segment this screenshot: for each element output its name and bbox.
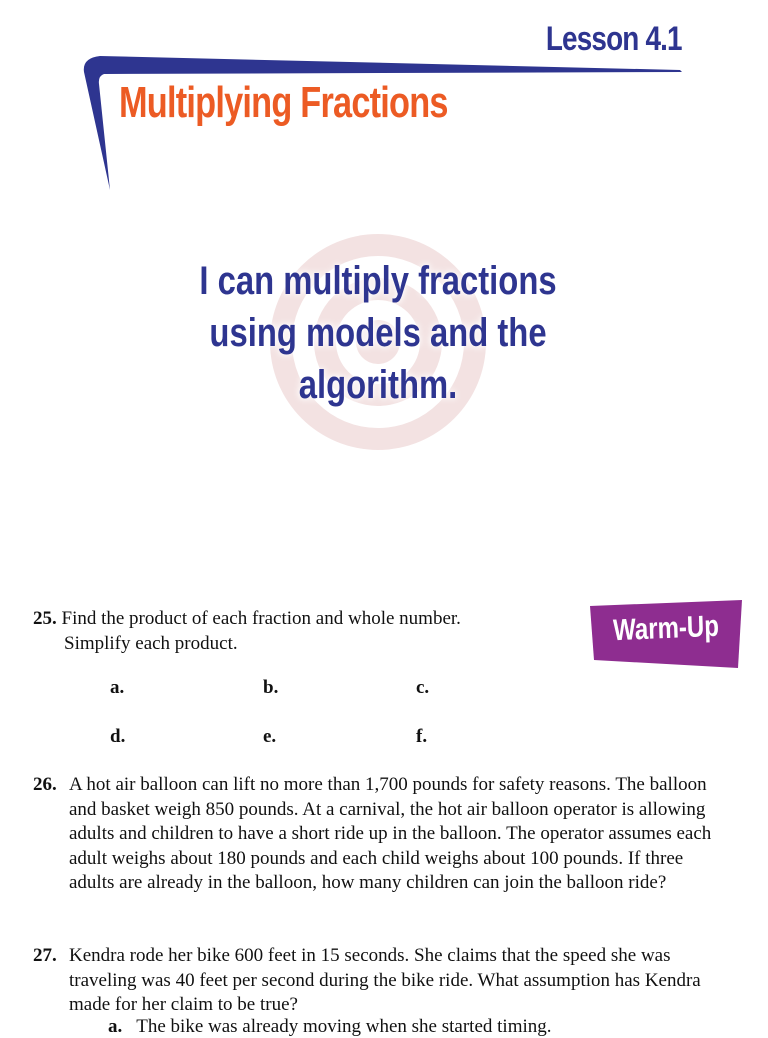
question-text: Kendra rode her bike 600 feet in 15 seconds. She claims that the speed she was traveling was 40 feet per second during the bike ride. What assumption has Kendra made for her claim to be true? — [69, 945, 701, 1016]
option-f: f. — [416, 726, 428, 747]
question-text: Find the product of each fraction and whole number. — [61, 608, 461, 629]
option-b: b. — [263, 677, 279, 698]
question-26 — [33, 773, 713, 896]
question-number: 27. — [33, 945, 57, 966]
question-27-option-a — [108, 1016, 552, 1038]
option-text: The bike was already moving when she started timing. — [136, 1016, 552, 1037]
option-letter: a. — [108, 1016, 123, 1037]
question-number: 25. — [33, 608, 57, 629]
objective-line: algorithm. — [298, 363, 458, 407]
question-27 — [33, 944, 713, 1018]
question-text: Simplify each product. — [64, 632, 238, 654]
lesson-label: Lesson 4.1 — [546, 20, 682, 58]
option-a: a. — [110, 677, 125, 698]
question-text: A hot air balloon can lift no more than 1,700 pounds for safety reasons. The balloon and basket weigh 850 pounds. At a carnival, the hot air balloon operator is allowing adults and children to have a short ride up in the balloon. The operator assumes each adult weighs about 180 pounds and each child weighs about 100 pounds. If three adults are already in the balloon, how many children can join the balloon ride? — [69, 774, 712, 894]
objective-line: using models and the — [209, 311, 547, 355]
question-25 — [33, 607, 553, 656]
objective-line: I can multiply fractions — [199, 259, 557, 303]
question-number: 26. — [33, 774, 57, 795]
option-e: e. — [263, 726, 277, 747]
option-d: d. — [110, 726, 126, 747]
learning-objective — [175, 255, 582, 411]
option-c: c. — [416, 677, 430, 698]
lesson-title: Multiplying Fractions — [119, 78, 448, 127]
warmup-label: Warm-Up — [612, 609, 720, 648]
